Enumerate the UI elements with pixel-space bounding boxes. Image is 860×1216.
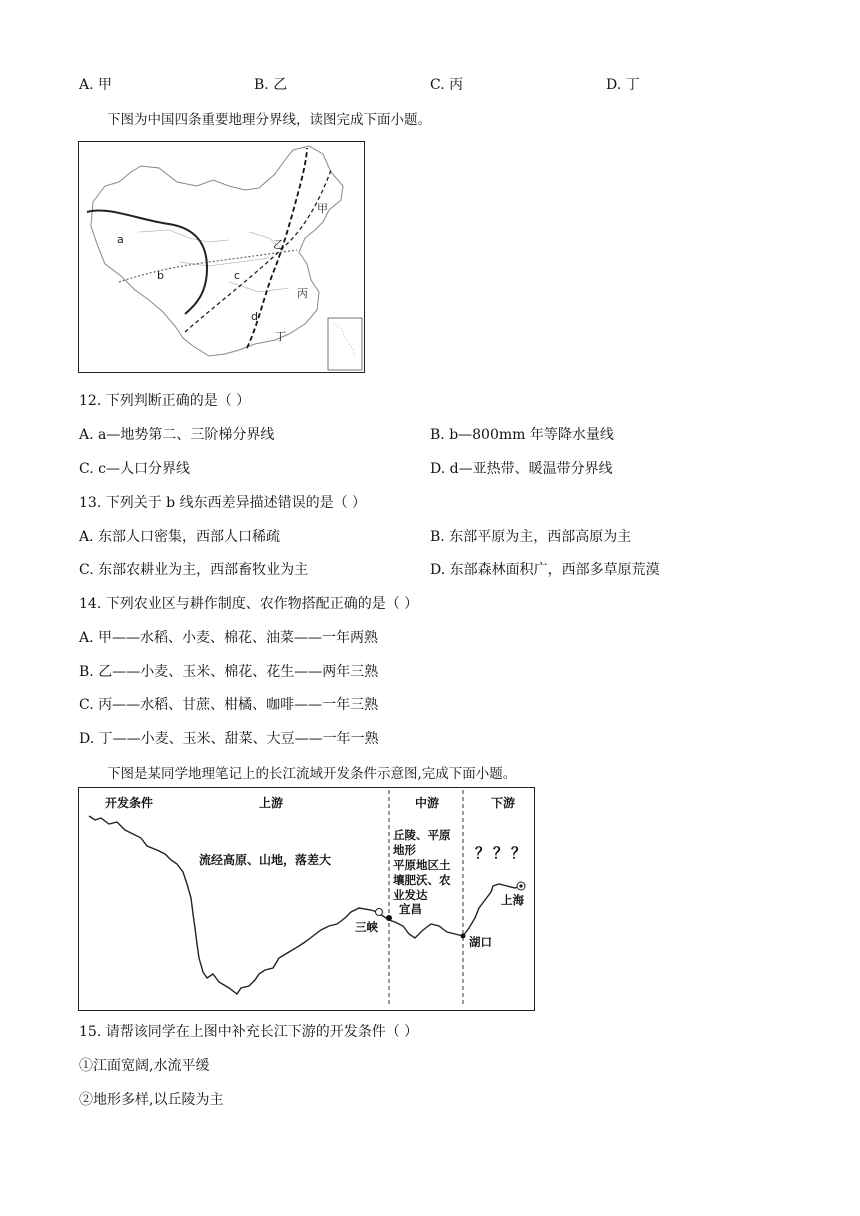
middle-desc-1: 丘陵、平原 bbox=[393, 828, 451, 842]
q12-option-a: A. a—地势第二、三阶梯分界线 bbox=[79, 427, 275, 443]
prev-option-d: D. 丁 bbox=[606, 77, 640, 93]
header-label: 开发条件 bbox=[105, 796, 154, 810]
q14-option-c: C. 丙——水稻、甘蔗、柑橘、咖啡——一年三熟 bbox=[79, 697, 379, 713]
middle-desc-3: 平原地区土 bbox=[393, 858, 451, 872]
place-sanxia: 三峡 bbox=[355, 920, 378, 934]
hukou-marker bbox=[461, 934, 466, 939]
q12-option-b: B. b—800mm 年等降水量线 bbox=[430, 427, 614, 443]
middle-desc-5: 业发达 bbox=[393, 888, 428, 902]
map1-region-bing: 丙 bbox=[297, 287, 308, 300]
intro-map1: 下图为中国四条重要地理分界线，读图完成下面小题。 bbox=[107, 112, 431, 128]
q14-option-b: B. 乙——小麦、玉米、棉花、花生——两年三熟 bbox=[79, 664, 379, 680]
lower-reach-label: 下游 bbox=[491, 796, 516, 810]
q14-stem: 14. 下列农业区与耕作制度、农作物搭配正确的是（ ） bbox=[79, 596, 419, 612]
map1-label-a: a bbox=[117, 233, 124, 246]
q13-option-b: B. 东部平原为主，西部高原为主 bbox=[430, 529, 632, 545]
q14-option-a: A. 甲——水稻、小麦、棉花、油菜——一年两熟 bbox=[79, 630, 379, 646]
map1-region-jia: 甲 bbox=[317, 202, 328, 215]
middle-desc-4: 壤肥沃、农 bbox=[393, 873, 451, 887]
middle-reach-label: 中游 bbox=[415, 796, 440, 810]
q13-option-c: C. 东部农耕业为主，西部畜牧业为主 bbox=[79, 562, 309, 578]
yangtze-diagram bbox=[78, 787, 535, 1011]
yangtze-river bbox=[89, 816, 521, 994]
q13-option-a: A. 东部人口密集，西部人口稀疏 bbox=[79, 529, 281, 545]
q15-item-2: ②地形多样,以丘陵为主 bbox=[79, 1092, 224, 1108]
place-yichang: 宜昌 bbox=[399, 902, 422, 916]
q13-option-d: D. 东部森林面积广，西部多草原荒漠 bbox=[430, 562, 660, 578]
map1-label-b: b bbox=[157, 269, 164, 282]
place-shanghai: 上海 bbox=[501, 893, 524, 907]
q15-item-1: ①江面宽阔,水流平缓 bbox=[79, 1058, 210, 1074]
lower-desc: ？？？ bbox=[475, 844, 530, 862]
prev-option-c: C. 丙 bbox=[430, 77, 464, 93]
sanxia-marker bbox=[386, 915, 392, 921]
map1-label-d: d bbox=[251, 310, 258, 323]
q12-stem: 12. 下列判断正确的是（ ） bbox=[79, 393, 251, 409]
q14-option-d: D. 丁——小麦、玉米、甜菜、大豆——一年一熟 bbox=[79, 731, 379, 747]
map1-region-ding: 丁 bbox=[275, 330, 286, 343]
south-sea-inset bbox=[328, 318, 362, 370]
q12-option-d: D. d—亚热带、暖温带分界线 bbox=[430, 461, 613, 477]
map1-label-c: c bbox=[234, 269, 241, 282]
upper-desc: 流经高原、山地，落差大 bbox=[199, 853, 332, 867]
q12-option-c: C. c—人口分界线 bbox=[79, 461, 190, 477]
prev-option-b: B. 乙 bbox=[254, 77, 288, 93]
map1-region-yi: 乙 bbox=[273, 238, 284, 251]
prev-option-a: A. 甲 bbox=[79, 77, 113, 93]
q13-stem: 13. 下列关于 b 线东西差异描述错误的是（ ） bbox=[79, 495, 367, 511]
intro-map2: 下图是某同学地理笔记上的长江流域开发条件示意图,完成下面小题。 bbox=[107, 766, 517, 782]
yichang-marker bbox=[376, 909, 383, 916]
upper-reach-label: 上游 bbox=[259, 796, 284, 810]
middle-desc-2: 地形 bbox=[393, 843, 416, 857]
place-hukou: 湖口 bbox=[469, 935, 492, 949]
q15-stem: 15. 请帮该同学在上图中补充长江下游的开发条件（ ） bbox=[79, 1024, 419, 1040]
china-boundary-map bbox=[78, 141, 365, 373]
